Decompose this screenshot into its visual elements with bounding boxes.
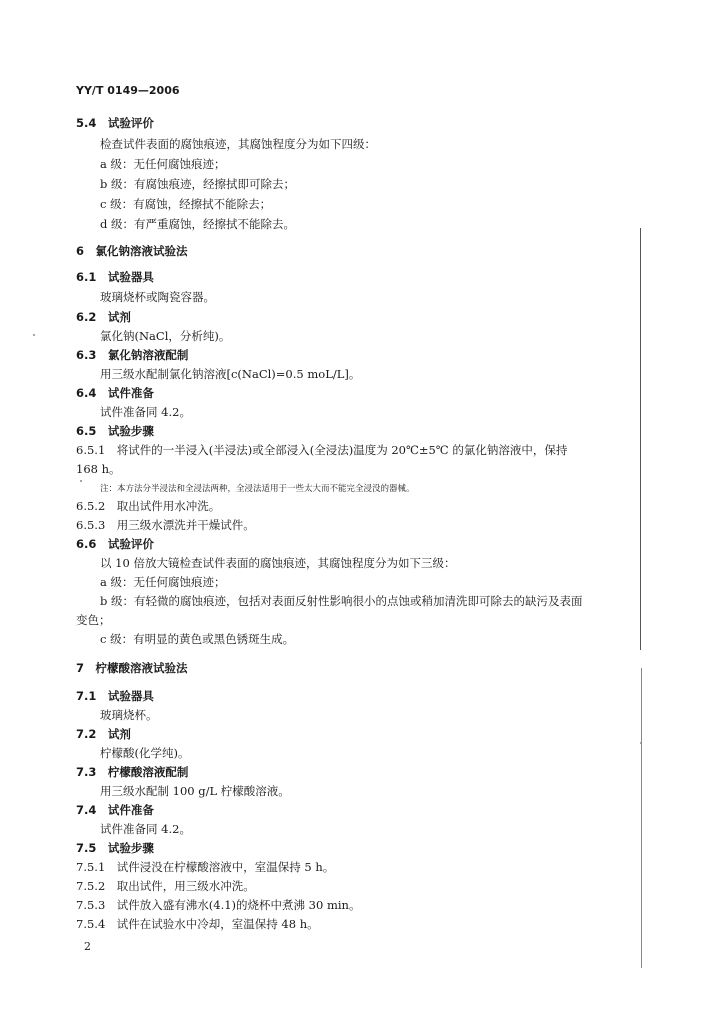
paragraph: 试件准备同 4.2。 — [100, 405, 191, 419]
section-6-1-heading: 6.1 试验器具 — [76, 270, 154, 284]
paragraph: 试件准备同 4.2。 — [100, 822, 191, 836]
paragraph: 玻璃烧杯。 — [100, 708, 158, 722]
doc-code: YY/T 0149—2006 — [76, 84, 180, 97]
section-7-1-heading: 7.1 试验器具 — [76, 689, 154, 703]
paragraph: 用三级水配制氯化钠溶液[c(NaCl)=0.5 moL/L]。 — [100, 367, 361, 381]
note: 注：本方法分半浸法和全浸法两种，全浸法适用于一些太大而不能完全浸没的器械。 — [100, 484, 415, 494]
paragraph: 检查试件表面的腐蚀痕迹，其腐蚀程度分为如下四级： — [100, 137, 376, 151]
section-7-heading: 7 柠檬酸溶液试验法 — [76, 661, 188, 675]
paragraph: 6.5.3 用三级水漂洗并干燥试件。 — [76, 518, 255, 532]
paragraph: 氯化钠(NaCl，分析纯)。 — [100, 329, 231, 343]
section-6-2-heading: 6.2 试剂 — [76, 310, 131, 324]
section-6-5-heading: 6.5 试验步骤 — [76, 424, 154, 438]
section-7-2-heading: 7.2 试剂 — [76, 727, 131, 741]
paragraph: 用三级水配制 100 g/L 柠檬酸溶液。 — [100, 784, 290, 798]
page-number: 2 — [84, 940, 91, 953]
section-6-3-heading: 6.3 氯化钠溶液配制 — [76, 348, 189, 362]
paragraph: 柠檬酸(化学纯)。 — [100, 746, 190, 760]
list-item: c 级：有腐蚀，经擦拭不能除去； — [100, 197, 272, 211]
list-item-continued: 变色； — [76, 613, 111, 627]
list-item: a 级：无任何腐蚀痕迹； — [100, 575, 226, 589]
section-7-4-heading: 7.4 试件准备 — [76, 803, 154, 817]
scan-edge-line — [640, 228, 641, 650]
section-6-heading: 6 氯化钠溶液试验法 — [76, 244, 188, 258]
paragraph: 7.5.1 试件浸没在柠檬酸溶液中，室温保持 5 h。 — [76, 860, 335, 874]
paragraph: 7.5.2 取出试件，用三级水冲洗。 — [76, 879, 255, 893]
list-item: d 级：有严重腐蚀，经擦拭不能除去。 — [100, 217, 296, 231]
paragraph: 以 10 倍放大镜检查试件表面的腐蚀痕迹，其腐蚀程度分为如下三级： — [100, 556, 456, 570]
paragraph: 玻璃烧杯或陶瓷容器。 — [100, 290, 215, 304]
list-item: b 级：有腐蚀痕迹，经擦拭即可除去； — [100, 177, 296, 191]
section-7-5-heading: 7.5 试验步骤 — [76, 841, 154, 855]
list-item: b 级：有轻微的腐蚀痕迹，包括对表面反射性影响很小的点蚀或稍加清洗即可除去的缺污及表面 — [100, 594, 583, 608]
section-7-3-heading: 7.3 柠檬酸溶液配制 — [76, 765, 189, 779]
scan-edge-line — [641, 668, 642, 968]
paragraph: 168 h。 — [76, 462, 121, 476]
paragraph: 6.5.1 将试件的一半浸入(半浸法)或全部浸入(全浸法)温度为 20℃±5℃ 的氯化钠溶液中，保持 — [76, 443, 568, 457]
scan-speck — [33, 334, 35, 336]
paragraph: 7.5.3 试件放入盛有沸水(4.1)的烧杯中煮沸 30 min。 — [76, 898, 361, 912]
scan-speck — [640, 742, 642, 744]
section-5-4-heading: 5.4 试验评价 — [76, 116, 154, 130]
paragraph: 7.5.4 试件在试验水中冷却，室温保持 48 h。 — [76, 917, 319, 931]
scan-speck — [80, 480, 82, 482]
section-6-4-heading: 6.4 试件准备 — [76, 386, 154, 400]
list-item: a 级：无任何腐蚀痕迹； — [100, 157, 226, 171]
paragraph: 6.5.2 取出试件用水冲洗。 — [76, 499, 221, 513]
section-6-6-heading: 6.6 试验评价 — [76, 537, 154, 551]
list-item: c 级：有明显的黄色或黑色锈斑生成。 — [100, 632, 295, 646]
